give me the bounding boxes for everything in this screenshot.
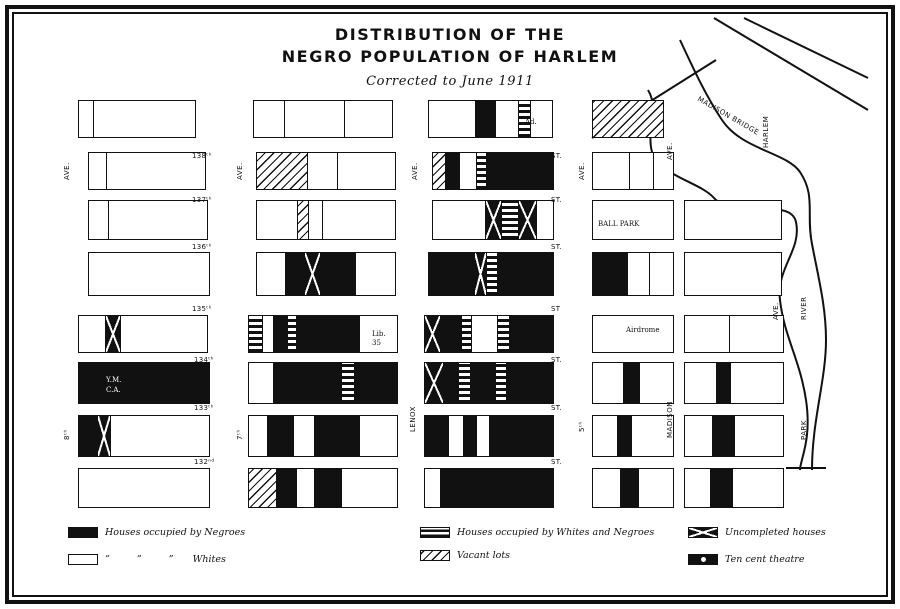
legend-swatch-black [68, 527, 98, 538]
street-label: 135ᵗʰ [192, 305, 212, 313]
legend-swatch-vacant [420, 550, 450, 561]
block-annotation-label: BALL PARK [598, 220, 640, 228]
street-label: ST. [551, 152, 563, 160]
street-label: ST [551, 305, 561, 313]
map-subtitle: Corrected to June 1911 [366, 74, 534, 89]
map-title-line-2: NEGRO POPULATION OF HARLEM [281, 47, 619, 66]
street-label: 132ⁿᵈ [194, 458, 215, 466]
avenue-label: RIVER [800, 296, 808, 320]
avenue-label: AVE. [578, 162, 586, 180]
legend-item [68, 554, 226, 565]
block-annotation-label: Ad. [525, 118, 537, 126]
legend-swatch-mixed [420, 527, 450, 538]
block-annotation-label: C.A. [106, 386, 121, 394]
legend-label: Whites [192, 554, 226, 565]
legend-item [420, 550, 510, 561]
avenue-label: AVE. [666, 142, 674, 160]
street-label: ST. [551, 404, 563, 412]
block-annotation-label: Y.M. [106, 376, 122, 384]
street-label: 133ᵗʰ [194, 404, 214, 412]
street-label: ST. [551, 356, 563, 364]
legend-swatch-theatre [688, 554, 718, 565]
legend-label: Ten cent theatre [725, 554, 805, 565]
legend-label: Uncompleted houses [725, 527, 826, 538]
avenue-label: MADISON [666, 401, 674, 438]
street-label: 134ᵗʰ [194, 356, 214, 364]
avenue-label: 5ᵗʰ [578, 421, 586, 432]
avenue-label: AVE. [772, 302, 780, 320]
legend-swatch-white [68, 554, 98, 565]
avenue-label: AVE. [236, 162, 244, 180]
street-label: 137ᵗʰ [192, 196, 212, 204]
legend-label: Vacant lots [457, 550, 511, 561]
street-label: 138ᵗʰ [192, 152, 212, 160]
avenue-label: MADISON BRIDGE [696, 95, 761, 137]
legend-item [420, 527, 654, 538]
block-annotation-label: 35 [372, 339, 381, 347]
legend-item [68, 527, 245, 538]
avenue-label: 8ᵗʰ [63, 429, 71, 440]
block-annotation-label: Airdrome [626, 326, 660, 334]
legend-item [688, 554, 804, 565]
avenue-label: PARK [800, 419, 808, 440]
legend-label: Houses occupied by Whites and Negroes [457, 527, 655, 538]
street-label: ST. [551, 243, 563, 251]
street-label: ST. [551, 196, 563, 204]
legend-ditto-marks: ” ” ” [105, 554, 186, 565]
map-title-line-1: DISTRIBUTION OF THE [334, 25, 566, 44]
avenue-label: AVE. [411, 162, 419, 180]
street-label: ST. [551, 458, 563, 466]
avenue-label: HARLEM [762, 115, 770, 148]
avenue-label: 7ᵗʰ [236, 429, 244, 440]
legend-label: Houses occupied by Negroes [105, 527, 246, 538]
legend-item [688, 527, 826, 538]
legend-swatch-uncompleted [688, 527, 718, 538]
street-label: 136ᵗʰ [192, 243, 212, 251]
avenue-label: LENOX [409, 406, 417, 432]
block-annotation-label: Lib. [372, 330, 386, 338]
avenue-label: AVE. [63, 162, 71, 180]
